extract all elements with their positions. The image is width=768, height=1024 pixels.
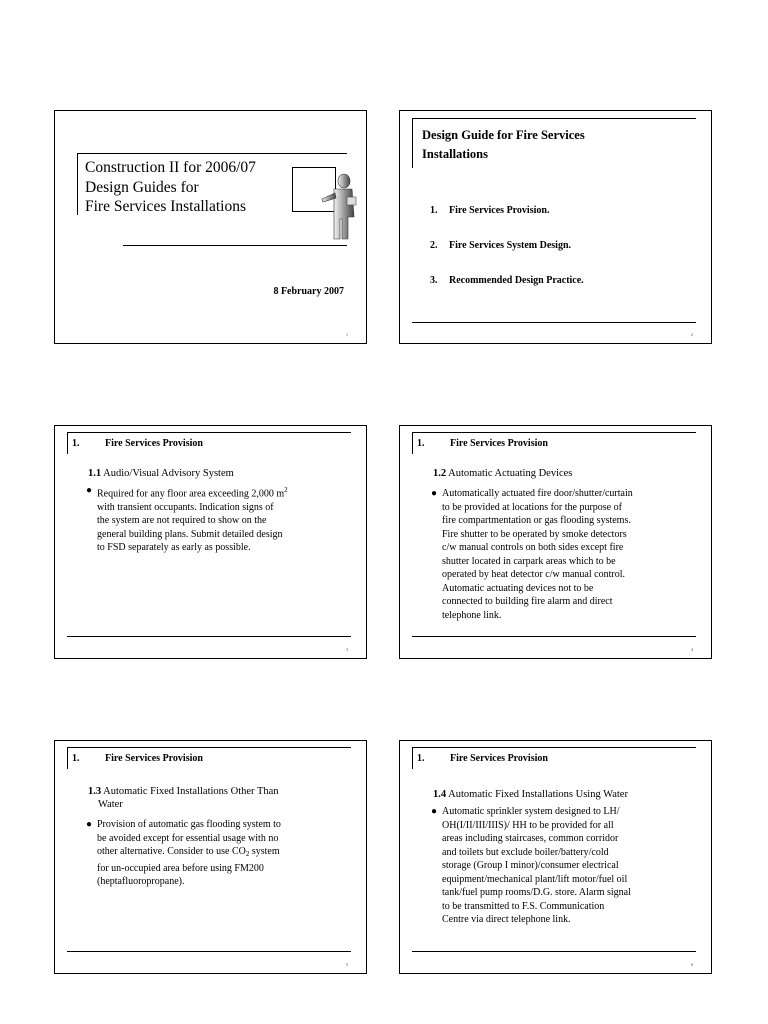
section-title: Fire Services Provision [450, 438, 548, 449]
header-top-line [412, 747, 696, 748]
bullet-text: be avoided except for essential usage with no [97, 832, 279, 844]
subsection-number: 1.2 [433, 468, 447, 479]
subsection-title-continued: Water [98, 799, 123, 810]
footer-rule [412, 322, 696, 323]
header-left-line [412, 747, 413, 769]
section-title: Fire Services Provision [450, 753, 548, 764]
contents-title-frame [412, 118, 696, 168]
subsection-heading [88, 467, 234, 480]
header-left-line [67, 432, 68, 454]
presentation-date: 8 February 2007 [273, 286, 344, 297]
section-number: 1. [417, 753, 425, 764]
bullet-text: to FSD separately as early as possible. [97, 542, 251, 554]
bullet-text: shutter located in carpark areas which to be [442, 555, 616, 567]
bullet-text: Required for any floor area exceeding 2,000 m [97, 488, 285, 500]
bullet-text: fire compartmentation or gas flooding systems. [442, 515, 631, 526]
bullet-text: other alternative. Consider to use CO [97, 846, 246, 857]
frame-top-line [412, 118, 696, 119]
bullet-text: Automatically actuated fire door/shutter/curtain [442, 488, 633, 499]
bullet-text: to be transmitted to F.S. Communication [442, 900, 605, 912]
page-number: 4 [691, 647, 693, 652]
section-header [412, 432, 696, 454]
subsection-heading [433, 788, 628, 801]
subsection-number: 1.1 [88, 468, 102, 479]
superscript: 2 [284, 486, 288, 494]
bullet-text: Fire shutter to be operated by smoke detectors [442, 528, 627, 540]
footer-rule [412, 636, 696, 637]
header-left-line [67, 747, 68, 769]
title-divider [123, 245, 347, 246]
contents-title-line-1: Design Guide for Fire Services [422, 128, 585, 142]
subsection-title: Automatic Fixed Installations Other Than [103, 786, 279, 797]
bullet-text: to be provided at locations for the purpose of [442, 501, 622, 513]
bullet-text: system [249, 846, 280, 857]
subsection-title: Audio/Visual Advisory System [103, 468, 234, 479]
footer-rule [412, 951, 696, 952]
page-number: 6 [691, 962, 693, 967]
slide-6 [399, 740, 712, 974]
bullet-text: c/w manual controls on both sides except fire [442, 542, 624, 553]
bullet-text: connected to building fire alarm and direct [442, 596, 613, 607]
item-number: 3. [430, 275, 438, 286]
bullet-text: Provision of automatic gas flooding system to [97, 819, 281, 830]
subsection-heading [433, 467, 572, 480]
bullet-text: the system are not required to show on the [97, 515, 267, 527]
title-line-1: Construction II for 2006/07 [85, 159, 256, 176]
subsection-title: Automatic Actuating Devices [448, 468, 573, 479]
footer-rule [67, 636, 351, 637]
subsection-number: 1.4 [433, 789, 447, 800]
section-header [412, 747, 696, 769]
title-frame-left-line [77, 153, 78, 215]
subsection-title: Automatic Fixed Installations Using Water [448, 789, 628, 800]
bullet-text: general building plans. Submit detailed design [97, 528, 283, 540]
item-number: 2. [430, 240, 438, 251]
page-number: 5 [346, 962, 348, 967]
page-number: 2 [691, 332, 693, 337]
contents-item [430, 240, 584, 275]
item-text: Fire Services Provision. [449, 205, 550, 216]
title-line-3: Fire Services Installations [85, 198, 246, 215]
section-header [67, 747, 351, 769]
header-top-line [67, 747, 351, 748]
bullet-text: telephone link. [442, 609, 502, 621]
contents-item [430, 205, 584, 240]
header-left-line [412, 432, 413, 454]
item-text: Recommended Design Practice. [449, 275, 584, 286]
presenter-figure-icon [320, 173, 360, 241]
section-title: Fire Services Provision [105, 753, 203, 764]
bullet-text: and toilets but exclude boiler/battery/cold [442, 846, 609, 858]
contents-title [422, 126, 585, 164]
bullet-icon: ● [86, 485, 93, 496]
section-number: 1. [417, 438, 425, 449]
bullet-text: Automatic sprinkler system designed to LH/ [442, 806, 620, 817]
bullet-text: areas including staircases, common corridor [442, 833, 619, 844]
section-number: 1. [72, 438, 80, 449]
page-number: 3 [346, 647, 348, 652]
slide-4 [399, 425, 712, 659]
page-number: 1 [346, 332, 348, 337]
subsection-number: 1.3 [88, 786, 102, 797]
bullet-text: tank/fuel pump rooms/D.G. store. Alarm signal [442, 887, 631, 898]
bullet-text: Centre via direct telephone link. [442, 914, 571, 925]
section-number: 1. [72, 753, 80, 764]
bullet-text: for un-occupied area before using FM200 [97, 862, 264, 874]
header-top-line [412, 432, 696, 433]
contents-title-line-2: Installations [422, 147, 488, 161]
slide-5 [54, 740, 367, 974]
bullet-text: operated by heat detector c/w manual control. [442, 569, 625, 580]
bullet-icon: ● [431, 806, 438, 817]
bullet-icon: ● [86, 819, 93, 830]
contents-item [430, 275, 584, 310]
bullet-text: with transient occupants. Indication signs of [97, 501, 274, 513]
bullet-icon: ● [431, 488, 438, 499]
header-top-line [67, 432, 351, 433]
bullet-text: OH(I/II/III/IIIS)/ HH to be provided for all [442, 819, 614, 831]
frame-left-line [412, 118, 413, 168]
section-header [67, 432, 351, 454]
title-frame-top-line [77, 153, 347, 154]
bullet-text: equipment/mechanical plant/lift motor/fuel oil [442, 873, 628, 885]
item-text: Fire Services System Design. [449, 240, 572, 251]
bullet-text: (heptafluoropropane). [97, 876, 185, 887]
presentation-title [85, 158, 256, 217]
section-title: Fire Services Provision [105, 438, 203, 449]
slide-1-title [54, 110, 367, 344]
bullet-text: Automatic actuating devices not to be [442, 582, 594, 594]
bullet-text: storage (Group I minor)/consumer electrical [442, 860, 619, 871]
item-number: 1. [430, 205, 438, 216]
title-line-2: Design Guides for [85, 178, 199, 196]
slide-2-contents [399, 110, 712, 344]
footer-rule [67, 951, 351, 952]
subsection-heading [88, 785, 279, 811]
contents-list [430, 205, 584, 310]
subscript: 2 [245, 850, 250, 858]
slide-3 [54, 425, 367, 659]
